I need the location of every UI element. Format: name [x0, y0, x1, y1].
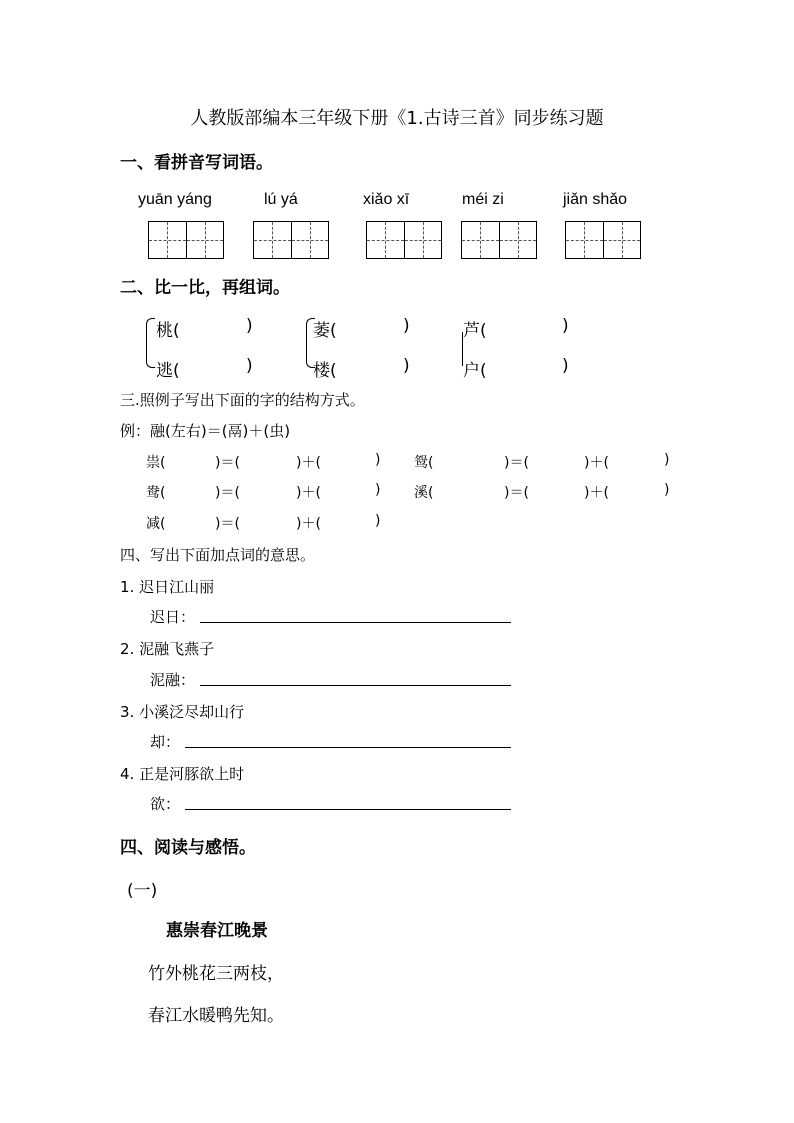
section3-example: 例：融(左右)＝(鬲)＋(虫): [120, 422, 291, 440]
struct-close: ): [664, 452, 670, 468]
close-paren: ): [403, 356, 410, 376]
part-label: (一): [127, 881, 158, 901]
poem-line: 竹外桃花三两枝，: [148, 964, 284, 984]
struct-char: 鸳(: [414, 455, 434, 471]
pinyin-2: lú yá: [264, 191, 298, 208]
struct-eq: )＝(: [215, 485, 240, 501]
struct-close: ): [375, 452, 381, 468]
answer-line[interactable]: [200, 622, 511, 623]
question-word: 欲：: [150, 795, 181, 813]
poem-line: 春江水暖鸭先知。: [148, 1006, 284, 1026]
page-title: 人教版部编本三年级下册《1.古诗三首》同步练习题: [190, 108, 604, 129]
struct-plus: )＋(: [584, 455, 609, 471]
question-word: 迟日：: [150, 608, 196, 626]
compare-word: 逃(: [156, 361, 180, 381]
struct-eq: )＝(: [504, 485, 529, 501]
answer-line[interactable]: [185, 747, 511, 748]
struct-char: 溪(: [414, 485, 434, 501]
struct-eq: )＝(: [215, 516, 240, 532]
compare-word: 萎(: [313, 321, 337, 341]
struct-plus: )＋(: [296, 516, 321, 532]
question-word: 泥融：: [150, 671, 196, 689]
section1-heading: 一、看拼音写词语。: [120, 153, 273, 173]
question-line: 2. 泥融飞燕子: [120, 640, 215, 658]
writing-grid-2[interactable]: [253, 221, 329, 259]
pinyin-4: méi zi: [462, 191, 504, 208]
pinyin-5: jiǎn shǎo: [563, 191, 628, 208]
compare-word: 芦(: [463, 321, 487, 341]
section4-heading: 四、写出下面加点词的意思。: [120, 546, 316, 564]
struct-close: ): [375, 482, 381, 498]
compare-word: 户(: [463, 361, 487, 381]
section2-heading: 二、比一比，再组词。: [120, 278, 290, 298]
section3-heading: 三.照例子写出下面的字的结构方式。: [120, 391, 365, 409]
struct-plus: )＋(: [296, 485, 321, 501]
struct-char: 祟(: [146, 455, 166, 471]
struct-char: 鸯(: [146, 485, 166, 501]
writing-grid-3[interactable]: [366, 221, 442, 259]
struct-eq: )＝(: [215, 455, 240, 471]
brace: [146, 318, 155, 368]
pinyin-1: yuān yáng: [138, 191, 212, 208]
poem-title: 惠崇春江晚景: [166, 921, 268, 941]
struct-close: ): [375, 513, 381, 529]
section5-heading: 四、阅读与感悟。: [120, 838, 256, 858]
struct-eq: )＝(: [504, 455, 529, 471]
compare-word: 楼(: [313, 361, 337, 381]
compare-word: 桃(: [156, 321, 180, 341]
close-paren: ): [246, 316, 253, 336]
close-paren: ): [403, 316, 410, 336]
question-line: 1. 迟日江山丽: [120, 578, 215, 596]
answer-line[interactable]: [185, 809, 511, 810]
close-paren: ): [246, 356, 253, 376]
writing-grid-5[interactable]: [565, 221, 641, 259]
close-paren: ): [562, 316, 569, 336]
pinyin-3: xiǎo xī: [363, 191, 410, 208]
answer-line[interactable]: [200, 685, 511, 686]
question-line: 4. 正是河豚欲上时: [120, 765, 245, 783]
struct-char: 减(: [146, 516, 166, 532]
question-word: 却：: [150, 733, 181, 751]
writing-grid-4[interactable]: [461, 221, 537, 259]
question-line: 3. 小溪泛尽却山行: [120, 703, 245, 721]
writing-grid-1[interactable]: [148, 221, 224, 259]
struct-plus: )＋(: [584, 485, 609, 501]
close-paren: ): [562, 356, 569, 376]
struct-close: ): [664, 482, 670, 498]
struct-plus: )＋(: [296, 455, 321, 471]
